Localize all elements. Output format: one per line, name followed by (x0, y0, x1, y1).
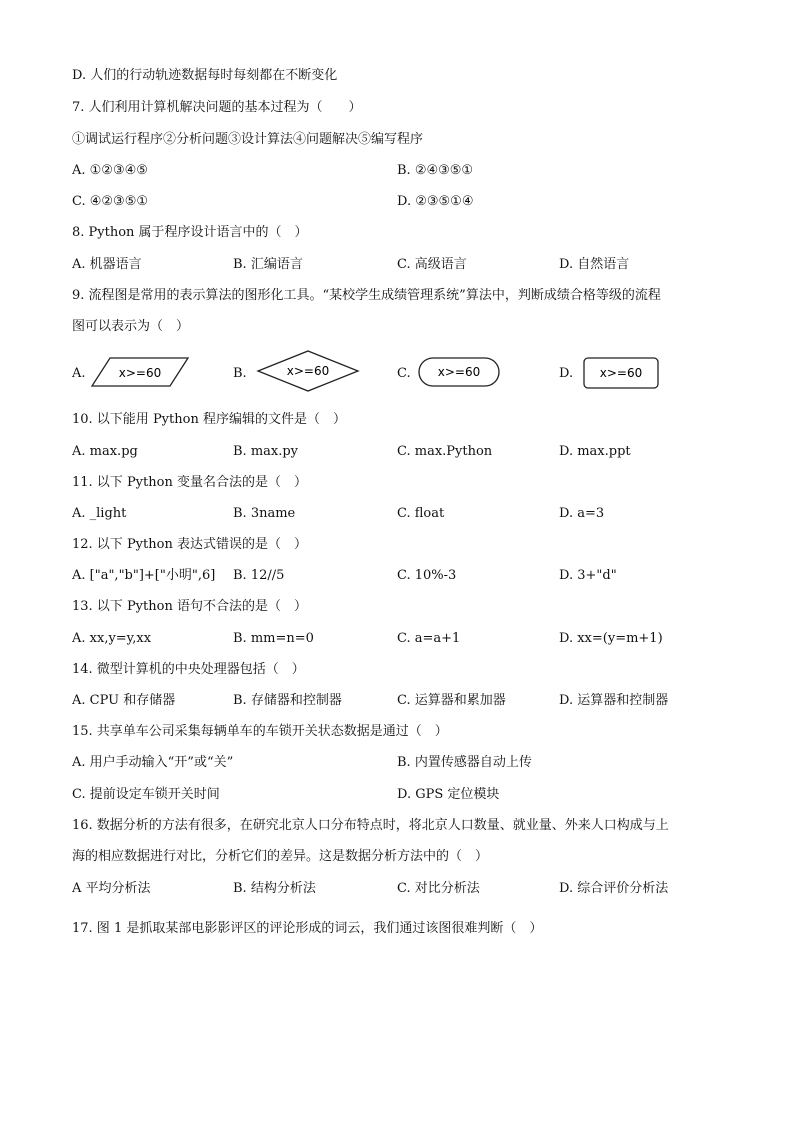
q14-option-c: C. 运算器和累加器 (397, 693, 506, 708)
q7-option-d: D. ②③⑤①④ (397, 194, 474, 209)
q14-option-b: B. 存储器和控制器 (233, 693, 342, 708)
q16-option-a: A 平均分析法 (72, 881, 151, 896)
q9-option-c-shape-text: x>=60 (437, 365, 481, 379)
question-16-line2: 海的相应数据进行对比，分析它们的差异。这是数据分析方法中的（ ） (72, 849, 489, 864)
q15-option-d: D. GPS 定位模块 (397, 787, 500, 802)
q10-option-d: D. max.ppt (559, 444, 631, 459)
q13-option-c: C. a=a+1 (397, 631, 461, 646)
q16-option-b: B. 结构分析法 (233, 881, 316, 896)
q9-option-b-label: B. (233, 366, 247, 381)
q9-option-a-label: A. (72, 366, 86, 381)
question-15: 15. 共享单车公司采集每辆单车的车锁开关状态数据是通过（ ） (72, 724, 448, 739)
q9-option-d-shape-text: x>=60 (599, 366, 643, 380)
q10-option-a: A. max.pg (72, 444, 138, 459)
q7-option-b: B. ②④③⑤① (397, 163, 474, 178)
question-11: 11. 以下 Python 变量名合法的是（ ） (72, 475, 307, 490)
q13-option-a: A. xx,y=y,xx (72, 631, 152, 646)
q7-option-a: A. ①②③④⑤ (72, 163, 148, 178)
q9-parallelogram-shape (90, 355, 190, 389)
q9-option-c-label: C. (397, 366, 411, 381)
question-9-line2: 图可以表示为（ ） (72, 319, 190, 334)
q16-option-d: D. 综合评价分析法 (559, 881, 669, 896)
q8-option-a: A. 机器语言 (72, 257, 142, 272)
q9-process-shape (582, 356, 660, 390)
question-8: 8. Python 属于程序设计语言中的（ ） (72, 225, 308, 240)
q10-option-b: B. max.py (233, 444, 299, 459)
q12-option-d: D. 3+"d" (559, 568, 617, 583)
q14-option-d: D. 运算器和控制器 (559, 693, 669, 708)
q12-option-b: B. 12//5 (233, 568, 285, 583)
q8-option-b: B. 汇编语言 (233, 257, 303, 272)
question-7-steps: ①调试运行程序②分析问题③设计算法④问题解决⑤编写程序 (72, 132, 424, 147)
q15-option-a: A. 用户手动输入“开”或“关” (72, 755, 234, 770)
question-9-line1: 9. 流程图是常用的表示算法的图形化工具。“某校学生成绩管理系统”算法中，判断成绩合格等级的流程 (72, 288, 661, 303)
q16-option-c: C. 对比分析法 (397, 881, 480, 896)
q11-option-a: A. _light (72, 506, 127, 521)
q15-option-c: C. 提前设定车锁开关时间 (72, 787, 220, 802)
question-10: 10. 以下能用 Python 程序编辑的文件是（ ） (72, 412, 346, 427)
question-7: 7. 人们利用计算机解决问题的基本过程为（ ） (72, 100, 362, 115)
q12-option-a: A. ["a","b"]+["小明",6] (72, 568, 216, 583)
q8-option-d: D. 自然语言 (559, 257, 630, 272)
q6-option-d: D. 人们的行动轨迹数据每时每刻都在不断变化 (72, 68, 338, 83)
q9-option-d-label: D. (559, 366, 574, 381)
q11-option-c: C. float (397, 506, 445, 521)
q11-option-d: D. a=3 (559, 506, 605, 521)
question-16-line1: 16. 数据分析的方法有很多，在研究北京人口分布特点时，将北京人口数量、就业量、外来人口构成与上 (72, 818, 669, 833)
question-14: 14. 微型计算机的中央处理器包括（ ） (72, 662, 305, 677)
question-12: 12. 以下 Python 表达式错误的是（ ） (72, 537, 307, 552)
q9-option-b-shape-text: x>=60 (286, 364, 330, 378)
q13-option-b: B. mm=n=0 (233, 631, 314, 646)
q12-option-c: C. 10%-3 (397, 568, 457, 583)
q9-diamond-shape (256, 349, 360, 393)
q15-option-b: B. 内置传感器自动上传 (397, 755, 532, 770)
q10-option-c: C. max.Python (397, 444, 493, 459)
q11-option-b: B. 3name (233, 506, 296, 521)
q8-option-c: C. 高级语言 (397, 257, 467, 272)
q9-terminator-shape (417, 356, 501, 388)
q13-option-d: D. xx=(y=m+1) (559, 631, 663, 646)
q9-option-a-shape-text: x>=60 (118, 366, 162, 380)
question-17: 17. 图 1 是抓取某部电影影评区的评论形成的词云，我们通过该图很难判断（ ） (72, 921, 543, 936)
q14-option-a: A. CPU 和存储器 (72, 693, 176, 708)
q7-option-c: C. ④②③⑤① (72, 194, 149, 209)
question-13: 13. 以下 Python 语句不合法的是（ ） (72, 599, 307, 614)
